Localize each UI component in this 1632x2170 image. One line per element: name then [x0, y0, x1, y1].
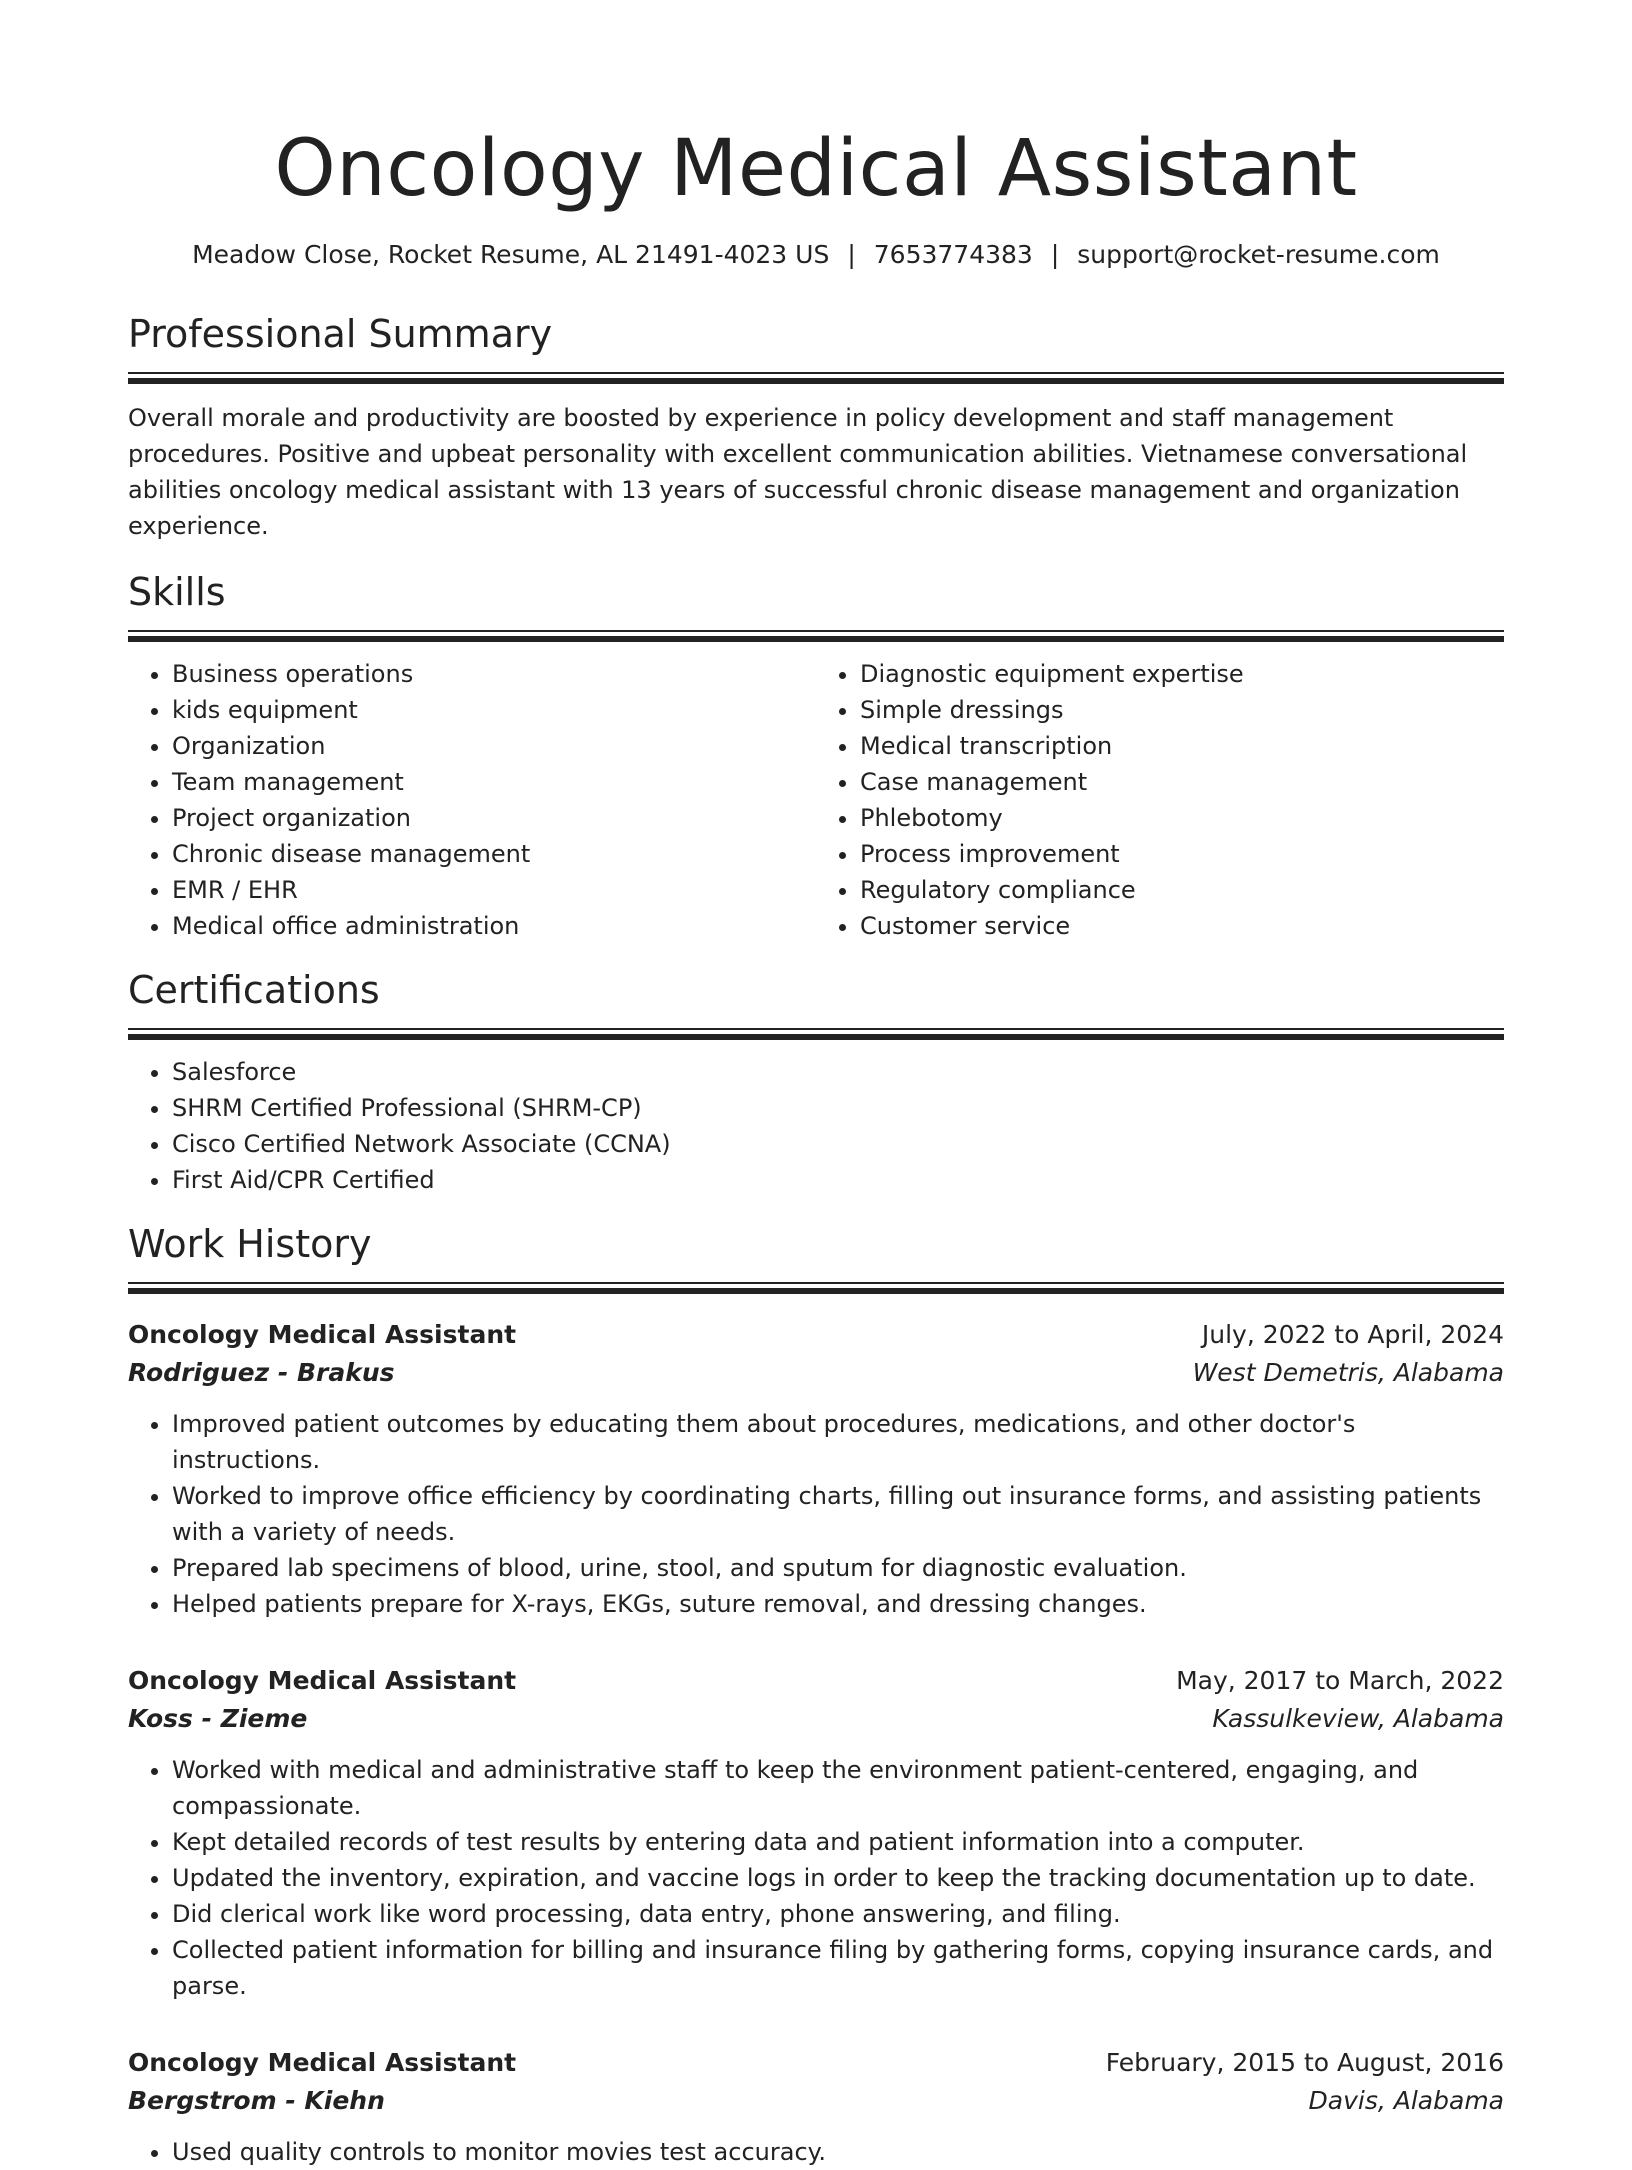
- job-bullet: • Used quality controls to monitor movies test accuracy.: [172, 2134, 1504, 2170]
- skills-heading: Skills: [128, 570, 226, 614]
- job-bullet: • Worked with medical and administrative staff to keep the environment patient-centered, engaging, and compassionate.: [172, 1752, 1504, 1824]
- section-divider: [128, 630, 1504, 642]
- job-location: West Demetris, Alabama: [1192, 1358, 1504, 1387]
- job-dates: July, 2022 to April, 2024: [1201, 1320, 1504, 1349]
- certification-item: • First Aid/CPR Certified: [172, 1162, 1504, 1198]
- job-company: Koss - Zieme: [128, 1704, 308, 1733]
- skill-item: • Regulatory compliance: [860, 872, 1504, 908]
- job-bullet: • Did clerical work like word processing, data entry, phone answering, and filing.: [172, 1896, 1504, 1932]
- skill-item: • Diagnostic equipment expertise: [860, 656, 1504, 692]
- certification-item: • Salesforce: [172, 1054, 1504, 1090]
- job-entry: [128, 1316, 1504, 1622]
- job-entry: [128, 1662, 1504, 2004]
- skill-item: • Phlebotomy: [860, 800, 1504, 836]
- certifications-section: [128, 966, 1504, 1198]
- summary-section: [128, 310, 1504, 544]
- certifications-list: [128, 1054, 1504, 1198]
- contact-address: Meadow Close, Rocket Resume, AL 21491-4023 US: [192, 240, 830, 269]
- skills-list-right: [816, 656, 1504, 944]
- certifications-heading: Certifications: [128, 968, 380, 1012]
- skill-item: • Simple dressings: [860, 692, 1504, 728]
- skill-item: • Chronic disease management: [172, 836, 816, 872]
- resume-name: Oncology Medical Assistant: [274, 124, 1358, 214]
- certification-item: • SHRM Certified Professional (SHRM-CP): [172, 1090, 1504, 1126]
- job-company-row: [128, 2082, 1504, 2120]
- job-bullet: • Helped patients prepare for X-rays, EKGs, suture removal, and dressing changes.: [172, 1586, 1504, 1622]
- work-history-section: [128, 1220, 1504, 2170]
- certification-item: • Cisco Certified Network Associate (CCNA): [172, 1126, 1504, 1162]
- skill-item: • Project organization: [172, 800, 816, 836]
- job-dates: May, 2017 to March, 2022: [1176, 1666, 1504, 1695]
- job-dates: February, 2015 to August, 2016: [1105, 2048, 1504, 2077]
- job-location: Kassulkeview, Alabama: [1212, 1704, 1504, 1733]
- section-divider: [128, 372, 1504, 384]
- contact-phone[interactable]: 7653774383: [873, 240, 1033, 269]
- job-bullet: • Prepared lab specimens of blood, urine, stool, and sputum for diagnostic evaluation.: [172, 1550, 1504, 1586]
- job-title: Oncology Medical Assistant: [128, 1666, 517, 1695]
- skill-item: • kids equipment: [172, 692, 816, 728]
- job-bullet: • Improved patient outcomes by educating them about procedures, medications, and other doctor's instructions.: [172, 1406, 1504, 1478]
- job-header-row: [128, 1316, 1504, 1354]
- work-history-heading: Work History: [128, 1222, 372, 1266]
- job-company-row: [128, 1354, 1504, 1392]
- skill-item: • Case management: [860, 764, 1504, 800]
- job-title: Oncology Medical Assistant: [128, 2048, 517, 2077]
- skill-item: • Organization: [172, 728, 816, 764]
- summary-text: Overall morale and productivity are boosted by experience in policy development and staff management procedures. Positive and upbeat personality with excellent communication abilities. Vietnamese conversational abilities oncology medical assistant with 13 years of successful chronic disease management and organization experience.: [128, 404, 1468, 540]
- job-company: Bergstrom - Kiehn: [128, 2086, 385, 2115]
- skill-item: • Business operations: [172, 656, 816, 692]
- skills-list-left: [128, 656, 816, 944]
- job-bullet: • Worked to improve office efficiency by coordinating charts, filling out insurance forms, and assisting patients with a variety of needs.: [172, 1478, 1504, 1550]
- skill-item: • Process improvement: [860, 836, 1504, 872]
- skills-section: [128, 568, 1504, 944]
- contact-separator: |: [847, 240, 856, 269]
- section-divider: [128, 1028, 1504, 1040]
- contact-separator: |: [1050, 240, 1060, 269]
- job-bullets: [128, 2134, 1504, 2170]
- skill-item: • Customer service: [860, 908, 1504, 944]
- job-bullets: [128, 1406, 1504, 1622]
- job-entry: [128, 2044, 1504, 2170]
- skills-grid: [128, 642, 1504, 944]
- skill-item: • Medical office administration: [172, 908, 816, 944]
- section-divider: [128, 1282, 1504, 1294]
- contact-email[interactable]: support@rocket-resume.com: [1077, 240, 1440, 269]
- job-header-row: [128, 1662, 1504, 1700]
- job-company-row: [128, 1700, 1504, 1738]
- job-header-row: [128, 2044, 1504, 2082]
- job-bullet: • Collected patient information for billing and insurance filing by gathering forms, copying insurance cards, and parse.: [172, 1932, 1504, 2004]
- summary-heading: Professional Summary: [128, 312, 553, 356]
- job-location: Davis, Alabama: [1308, 2086, 1504, 2115]
- skill-item: • EMR / EHR: [172, 872, 816, 908]
- job-bullets: [128, 1752, 1504, 2004]
- job-title: Oncology Medical Assistant: [128, 1320, 517, 1349]
- skill-item: • Medical transcription: [860, 728, 1504, 764]
- contact-line: [128, 238, 1504, 272]
- job-bullet: • Updated the inventory, expiration, and vaccine logs in order to keep the tracking documentation up to date.: [172, 1860, 1504, 1896]
- job-company: Rodriguez - Brakus: [128, 1358, 395, 1387]
- skill-item: • Team management: [172, 764, 816, 800]
- job-bullet: • Kept detailed records of test results by entering data and patient information into a computer.: [172, 1824, 1504, 1860]
